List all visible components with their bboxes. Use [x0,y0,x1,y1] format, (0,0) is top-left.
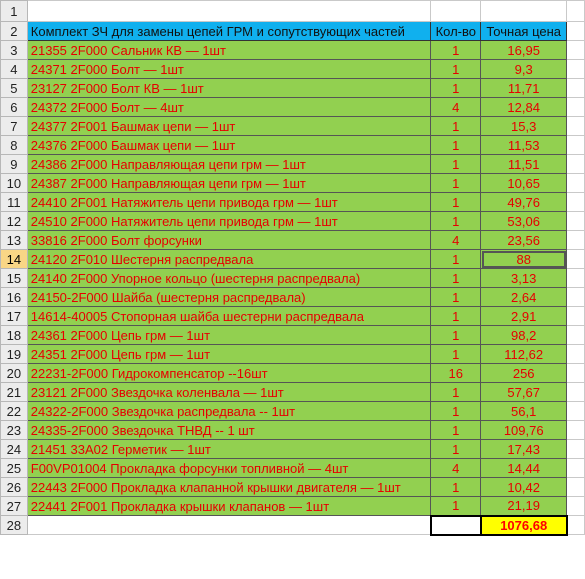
cell[interactable] [567,497,585,516]
table-row [1,383,585,402]
part-name-cell[interactable]: 24372 2F000 Болт — 4шт [27,98,431,117]
total-qty-cell[interactable] [431,516,481,535]
quantity-cell[interactable]: 1 [431,250,481,269]
table-row [1,117,585,136]
row-number[interactable]: 6 [1,98,28,117]
table-row [1,250,585,269]
row-number[interactable]: 13 [1,231,28,250]
quantity-cell[interactable]: 1 [431,41,481,60]
price-cell[interactable]: 88 [481,250,567,269]
row-number[interactable]: 20 [1,364,28,383]
price-cell[interactable]: 10,65 [481,174,567,193]
price-cell[interactable]: 11,51 [481,155,567,174]
cell[interactable] [567,231,585,250]
quantity-cell[interactable]: 1 [431,326,481,345]
part-name-cell[interactable]: 24335-2F000 Звездочка ТНВД -- 1 шт [27,421,431,440]
price-cell[interactable]: 256 [481,364,567,383]
header-name-cell[interactable]: Комплект ЗЧ для замены цепей ГРМ и сопутствующих частей [27,22,431,41]
row-number[interactable]: 28 [1,516,28,535]
quantity-cell[interactable]: 1 [431,497,481,516]
part-name-cell[interactable]: 24386 2F000 Направляющая цепи грм — 1шт [27,155,431,174]
cell[interactable] [567,41,585,60]
table-row [1,193,585,212]
cell[interactable] [567,516,585,535]
table-row [1,155,585,174]
cell[interactable] [567,326,585,345]
price-cell[interactable]: 14,44 [481,459,567,478]
cell[interactable] [567,193,585,212]
row-number[interactable]: 21 [1,383,28,402]
table-row [1,440,585,459]
table-row [1,136,585,155]
part-name-cell[interactable]: 21355 2F000 Сальник КВ — 1шт [27,41,431,60]
price-cell[interactable]: 12,84 [481,98,567,117]
price-cell[interactable]: 98,2 [481,326,567,345]
table-row [1,231,585,250]
cell[interactable] [567,212,585,231]
total-row [1,516,585,535]
row-number[interactable]: 2 [1,22,28,41]
row-number[interactable]: 1 [1,1,28,22]
price-cell[interactable]: 10,42 [481,478,567,497]
cell[interactable] [567,22,585,41]
sheet-row [1,1,585,22]
cell[interactable] [567,307,585,326]
cell[interactable] [567,288,585,307]
row-number[interactable]: 11 [1,193,28,212]
table-row [1,364,585,383]
row-number[interactable]: 22 [1,402,28,421]
quantity-cell[interactable]: 1 [431,288,481,307]
cell[interactable] [567,60,585,79]
cell[interactable] [567,250,585,269]
price-cell[interactable]: 17,43 [481,440,567,459]
row-number[interactable]: 16 [1,288,28,307]
cell[interactable] [567,478,585,497]
table-row [1,212,585,231]
table-row [1,497,585,516]
cell[interactable] [567,364,585,383]
part-name-cell[interactable]: 24361 2F000 Цепь грм — 1шт [27,326,431,345]
row-number[interactable]: 10 [1,174,28,193]
quantity-cell[interactable]: 1 [431,478,481,497]
part-name-cell[interactable]: 24377 2F001 Башмак цепи — 1шт [27,117,431,136]
price-cell[interactable]: 57,67 [481,383,567,402]
part-name-cell[interactable]: 21451 33A02 Герметик — 1шт [27,440,431,459]
cell[interactable] [567,136,585,155]
part-name-cell[interactable]: 14614-40005 Стопорная шайба шестерни распредвала [27,307,431,326]
quantity-cell[interactable]: 1 [431,79,481,98]
total-price-cell[interactable]: 1076,68 [481,516,567,535]
cell[interactable] [567,459,585,478]
cell[interactable] [567,402,585,421]
quantity-cell[interactable]: 1 [431,269,481,288]
price-cell[interactable]: 11,53 [481,136,567,155]
price-cell[interactable]: 53,06 [481,212,567,231]
cell[interactable] [567,155,585,174]
price-cell[interactable]: 56,1 [481,402,567,421]
price-cell[interactable]: 3,13 [481,269,567,288]
quantity-cell[interactable]: 4 [431,231,481,250]
part-name-cell[interactable]: 23121 2F000 Звездочка коленвала — 1шт [27,383,431,402]
table-row [1,326,585,345]
quantity-cell[interactable]: 1 [431,60,481,79]
cell[interactable] [567,98,585,117]
cell[interactable] [567,117,585,136]
part-name-cell[interactable]: 22443 2F000 Прокладка клапанной крышки двигателя — 1шт [27,478,431,497]
cell[interactable] [567,1,585,22]
row-number[interactable]: 14 [1,250,28,269]
price-cell[interactable]: 2,91 [481,307,567,326]
cell[interactable] [567,174,585,193]
table-row [1,79,585,98]
row-number[interactable]: 3 [1,41,28,60]
part-name-cell[interactable]: 33816 2F000 Болт форсунки [27,231,431,250]
part-name-cell[interactable]: F00VP01004 Прокладка форсунки топливной — 4шт [27,459,431,478]
row-number[interactable]: 25 [1,459,28,478]
price-cell[interactable]: 112,62 [481,345,567,364]
price-cell[interactable]: 11,71 [481,79,567,98]
part-name-cell[interactable]: 24371 2F000 Болт — 1шт [27,60,431,79]
row-number[interactable]: 9 [1,155,28,174]
table-row [1,288,585,307]
cell[interactable] [567,79,585,98]
cell[interactable] [481,1,567,22]
part-name-cell[interactable]: 24140 2F000 Упорное кольцо (шестерня распредвала) [27,269,431,288]
quantity-cell[interactable]: 1 [431,117,481,136]
price-cell[interactable]: 23,56 [481,231,567,250]
quantity-cell[interactable]: 4 [431,459,481,478]
price-cell[interactable]: 2,64 [481,288,567,307]
header-qty-cell[interactable]: Кол-во [431,22,481,41]
cell[interactable] [27,1,431,22]
cell[interactable] [567,269,585,288]
quantity-cell[interactable]: 1 [431,345,481,364]
part-name-cell[interactable]: 24351 2F000 Цепь грм — 1шт [27,345,431,364]
price-cell[interactable]: 15,3 [481,117,567,136]
cell[interactable] [431,1,481,22]
table-row [1,269,585,288]
row-number[interactable]: 12 [1,212,28,231]
cell[interactable] [567,345,585,364]
row-number[interactable]: 17 [1,307,28,326]
row-number[interactable]: 23 [1,421,28,440]
part-name-cell[interactable]: 24376 2F000 Башмак цепи — 1шт [27,136,431,155]
quantity-cell[interactable]: 1 [431,440,481,459]
table-row [1,174,585,193]
cell[interactable] [567,440,585,459]
row-number[interactable]: 19 [1,345,28,364]
row-number[interactable]: 26 [1,478,28,497]
table-row [1,345,585,364]
table-row [1,98,585,117]
quantity-cell[interactable]: 1 [431,155,481,174]
table-row [1,41,585,60]
table-row [1,478,585,497]
quantity-cell[interactable]: 1 [431,193,481,212]
table-row [1,421,585,440]
part-name-cell[interactable]: 24150-2F000 Шайба (шестерня распредвала) [27,288,431,307]
part-name-cell[interactable]: 22231-2F000 Гидрокомпенсатор --16шт [27,364,431,383]
part-name-cell[interactable]: 24410 2F001 Натяжитель цепи привода грм — 1шт [27,193,431,212]
part-name-cell[interactable]: 23127 2F000 Болт КВ — 1шт [27,79,431,98]
quantity-cell[interactable]: 1 [431,383,481,402]
quantity-cell[interactable]: 16 [431,364,481,383]
quantity-cell[interactable]: 1 [431,212,481,231]
row-number[interactable]: 27 [1,497,28,516]
quantity-cell[interactable]: 1 [431,402,481,421]
row-number[interactable]: 15 [1,269,28,288]
quantity-cell[interactable]: 1 [431,421,481,440]
table-row [1,60,585,79]
price-cell[interactable]: 109,76 [481,421,567,440]
row-number[interactable]: 24 [1,440,28,459]
cell[interactable] [567,421,585,440]
part-name-cell[interactable]: 24322-2F000 Звездочка распредвала -- 1шт [27,402,431,421]
row-number[interactable]: 8 [1,136,28,155]
quantity-cell[interactable]: 1 [431,307,481,326]
quantity-cell[interactable]: 1 [431,136,481,155]
part-name-cell[interactable]: 24510 2F000 Натяжитель цепи привода грм — 1шт [27,212,431,231]
row-number[interactable]: 18 [1,326,28,345]
part-name-cell[interactable]: 22441 2F001 Прокладка крышки клапанов — 1шт [27,497,431,516]
header-row [1,22,585,41]
cell[interactable] [567,383,585,402]
table-row [1,459,585,478]
price-cell[interactable]: 21,19 [481,497,567,516]
cell[interactable] [27,516,431,535]
quantity-cell[interactable]: 4 [431,98,481,117]
table-row [1,402,585,421]
part-name-cell[interactable]: 24120 2F010 Шестерня распредвала [27,250,431,269]
table-row [1,307,585,326]
price-cell[interactable]: 49,76 [481,193,567,212]
row-number[interactable]: 5 [1,79,28,98]
price-cell[interactable]: 9,3 [481,60,567,79]
part-name-cell[interactable]: 24387 2F000 Направляющая цепи грм — 1шт [27,174,431,193]
header-price-cell[interactable]: Точная цена [481,22,567,41]
price-cell[interactable]: 16,95 [481,41,567,60]
quantity-cell[interactable]: 1 [431,174,481,193]
row-number[interactable]: 4 [1,60,28,79]
row-number[interactable]: 7 [1,117,28,136]
